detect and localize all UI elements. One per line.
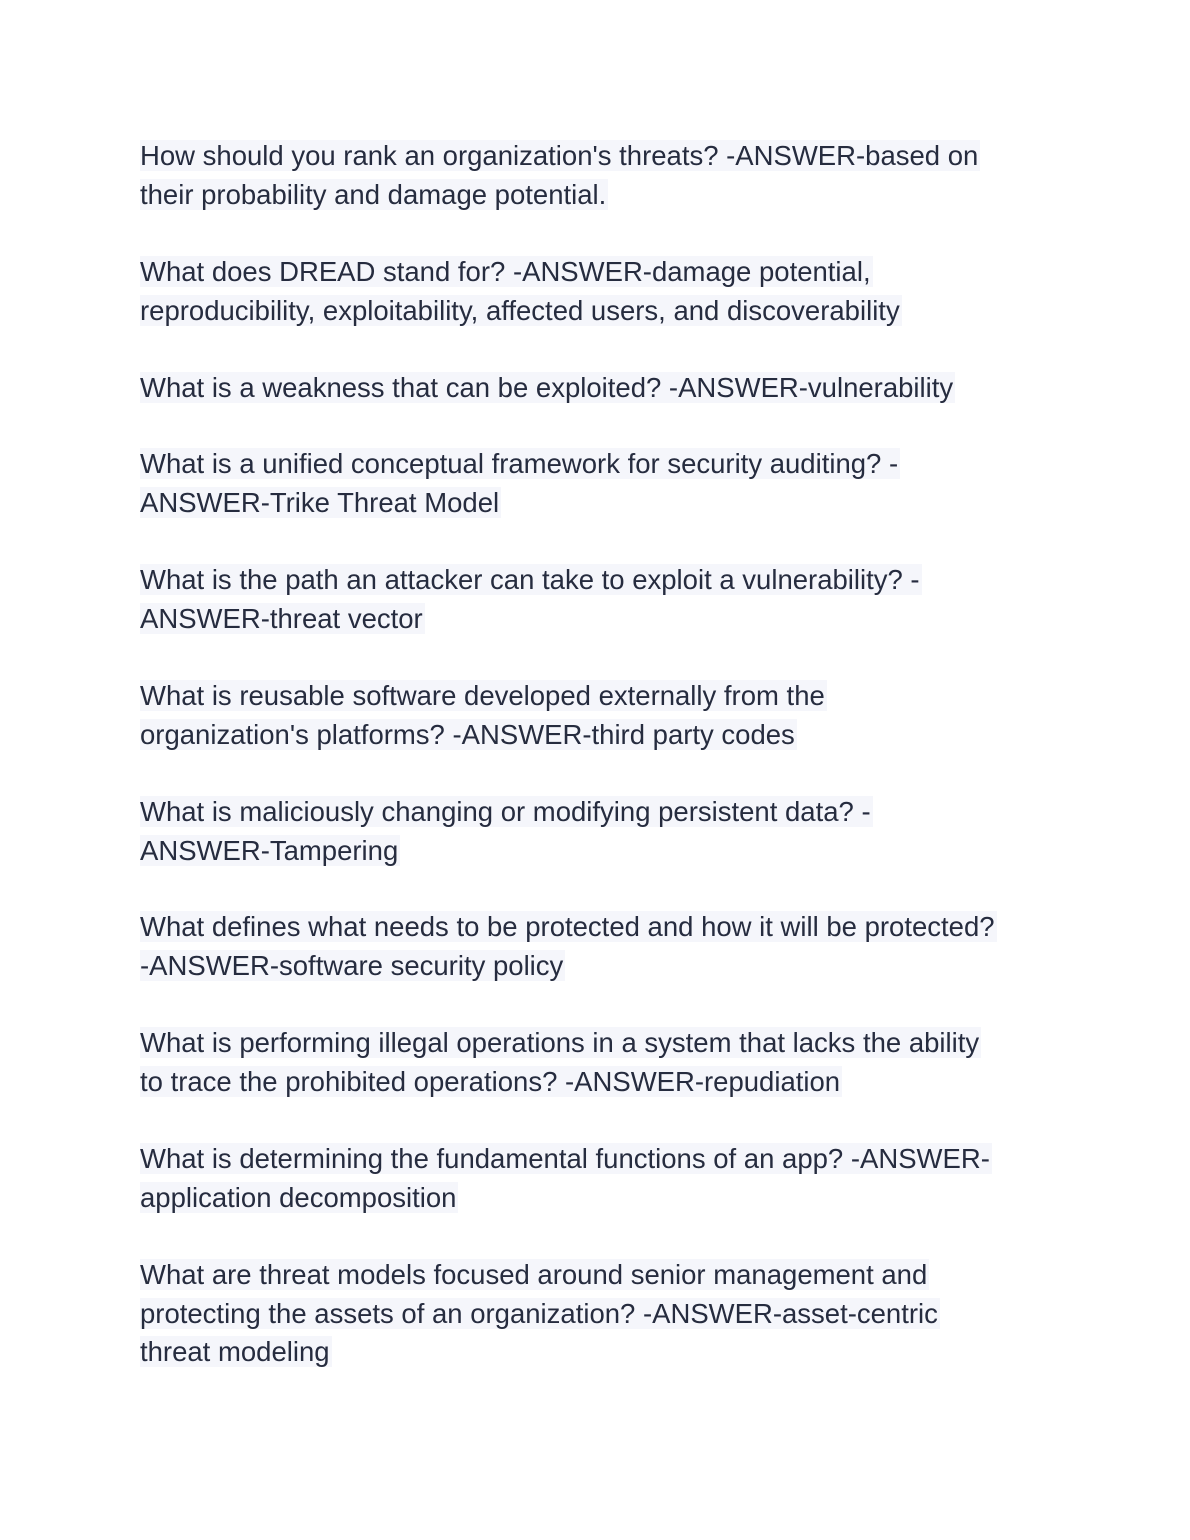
qa-item-trike: [140, 445, 1060, 522]
qa-line: What defines what needs to be protected and how it will be protected?: [140, 911, 995, 942]
qa-item-security-policy: [140, 908, 1060, 985]
qa-item-threat-vector: [140, 561, 1060, 638]
qa-line: -ANSWER-software security policy: [140, 949, 564, 981]
qa-line: application decomposition: [140, 1181, 457, 1213]
qa-line: reproducibility, exploitability, affected users, and discoverability: [140, 294, 900, 326]
qa-line: What is a weakness that can be exploited? -ANSWER-vulnerability: [140, 372, 954, 403]
qa-line: their probability and damage potential.: [140, 178, 607, 210]
qa-line: ANSWER-Tampering: [140, 834, 399, 866]
qa-line: ANSWER-threat vector: [140, 602, 423, 634]
qa-line: What is maliciously changing or modifying persistent data? -: [140, 796, 871, 827]
qa-line: organization's platforms? -ANSWER-third party codes: [140, 718, 795, 750]
qa-line: What is performing illegal operations in a system that lacks the ability: [140, 1027, 980, 1058]
qa-item-vulnerability: [140, 369, 1060, 408]
qa-line: ANSWER-Trike Threat Model: [140, 486, 500, 518]
qa-line: What does DREAD stand for? -ANSWER-damage potential,: [140, 256, 871, 287]
qa-item-dread: [140, 253, 1060, 330]
qa-line: What is a unified conceptual framework for security auditing? -: [140, 448, 899, 479]
qa-item-application-decomposition: [140, 1140, 1060, 1217]
qa-line: threat modeling: [140, 1336, 330, 1368]
qa-line: What are threat models focused around senior management and: [140, 1259, 928, 1290]
qa-line: How should you rank an organization's threats? -ANSWER-based on: [140, 140, 979, 171]
qa-line: What is reusable software developed externally from the: [140, 680, 825, 711]
qa-item-rank-threats: [140, 137, 1060, 214]
qa-item-third-party-codes: [140, 677, 1060, 754]
qa-line: protecting the assets of an organization? -ANSWER-asset-centric: [140, 1297, 938, 1329]
qa-line: to trace the prohibited operations? -ANSWER-repudiation: [140, 1065, 841, 1097]
qa-item-asset-centric: [140, 1256, 1060, 1372]
qa-item-repudiation: [140, 1024, 1060, 1101]
qa-line: What is the path an attacker can take to exploit a vulnerability? -: [140, 564, 920, 595]
qa-item-tampering: [140, 793, 1060, 870]
qa-line: What is determining the fundamental functions of an app? -ANSWER-: [140, 1143, 990, 1174]
